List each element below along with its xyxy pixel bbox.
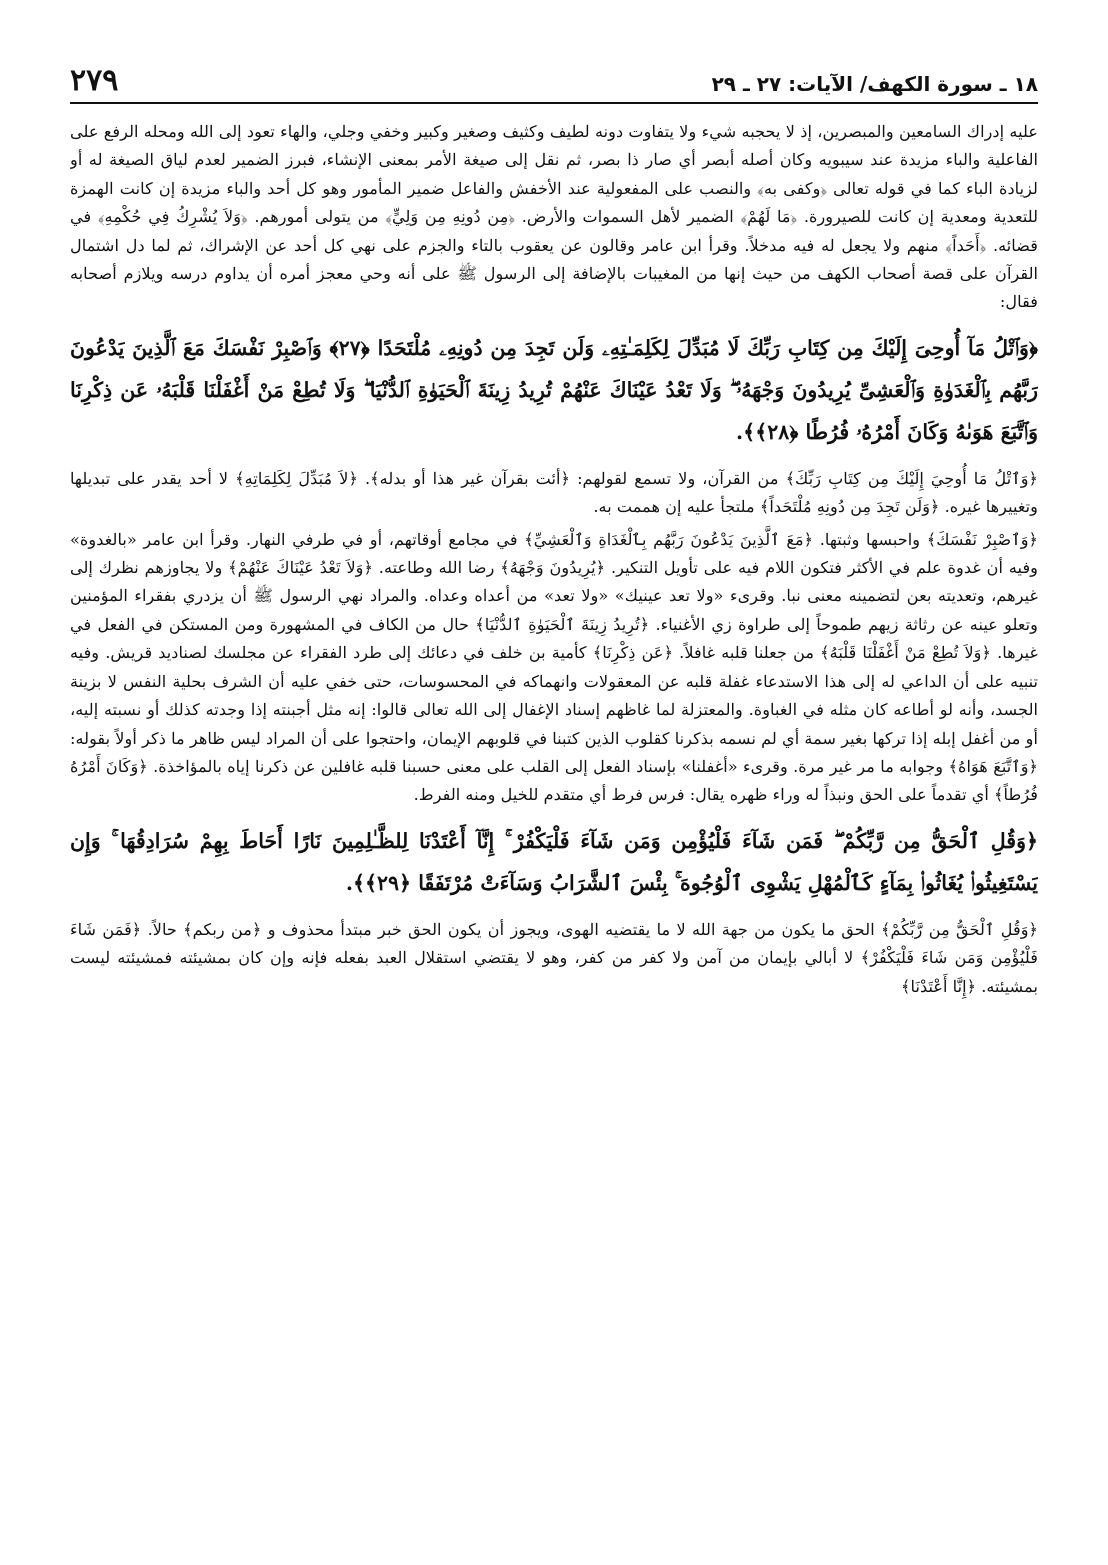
page-number: ٢٧٩ xyxy=(70,63,119,98)
page-body xyxy=(70,118,1038,1538)
running-title: ١٨ ـ سورة الكهف/ الآيات: ٢٧ ـ ٢٩ xyxy=(711,72,1038,96)
commentary-paragraph: ﴿وَٱصْبِرْ نَفْسَكَ﴾ واحبسها وثبتها. ﴿مَعَ ٱلَّذِينَ يَدْعُونَ رَبَّهُم بِٱلْغَدَاةِ وَٱلْعَشِيِّ﴾ في مجامع أوقاتهم، أو في طرفي النهار. وقرأ ابن عامر «بالغدوة» وفيه أن غدوة علم في الأكثر فتكون اللام فيه على تأويل التنكير. ﴿يُرِيدُونَ وَجْهَهُ﴾ رضا الله وطاعته. ﴿وَلاَ تَعْدُ عَيْنَاكَ عَنْهُمْ﴾ ولا يجاوزهم نظرك إلى غيرهم، وتعديته بعن لتضمينه معنى نبا. وقرىء «ولا تعد عينيك» «ولا تعد» من أعداه وعداه. والمراد نهي الرسول ﷺ أن يزدري بفقراء المؤمنين وتعلو عينه عن رثاثة زيهم طموحاً إلى طراوة زي الأغنياء. ﴿تُرِيدُ زِينَةَ ٱلْحَيَوٰةِ ٱلدُّنْيَا﴾ حال من الكاف في المشهورة ومن المستكن في الفعل في غيرها. ﴿وَلاَ تُطِعْ مَنْ أَغْفَلْنَا قَلْبَهُ﴾ من جعلنا قلبه غافلاً. ﴿عَن ذِكْرِنَا﴾ كأمية بن خلف في دعائك إلى طرد الفقراء عن مجلسك لصناديد قريش. وفيه تنبيه على أن الداعي له إلى هذا الاستدعاء غفلة قلبه عن المعقولات وانهماكه في المحسوسات، حتى خفي عليه أن الشرف بحلية النفس لا بزينة الجسد، وأنه لو أطاعه كان مثله في الغباوة. والمعتزلة لما غاظهم إسناد الإغفال إلى الله تعالى قالوا: إنه مثل أجبنته إذا وجدته كذلك أو نسبته إليه، أو من أغفل إبله إذا تركها بغير سمة أي لم نسمه بذكرنا كقلوب الذين كتبنا في قلوبهم الإيمان، واحتجوا على أن المراد ليس ظاهر ما ذكر أولاً بقوله: ﴿وَٱتَّبَعَ هَوَاهُ﴾ وجوابه ما مر غير مرة. وقرىء «أغفلنا» بإسناد الفعل إلى القلب على معنى حسبنا قلبه غافلين عن ذكرنا إياه بالمؤاخذة. ﴿وَكَانَ أَمْرُهُ فُرُطاً﴾ أي تقدماً على الحق ونبذاً له وراء ظهره يقال: فرس فرط أي متقدم للخيل ومنه الفرط. xyxy=(70,529,1038,805)
commentary-paragraph: ﴿وَٱتْلُ مَا أُوحِيَ إِلَيْكَ مِن كِتَابِ رَبِّكَ﴾ من القرآن، ولا تسمع لقولهم: ﴿أئت بقرآن غير هذا أو بدله﴾. ﴿لاَ مُبَدِّلَ لِكَلِمَاتِهِ﴾ لا أحد يقدر على تبديلها وتغييرها غيره. ﴿وَلَن تَجِدَ مِن دُونِهِ مُلْتَحَداً﴾ ملتجأ عليه إن هممت به. xyxy=(70,468,1038,517)
page-header xyxy=(70,58,1038,104)
quran-verse-block: ﴿وَقُلِ ٱلْحَقُّ مِن رَّبِّكُمْ ۖ فَمَن شَآءَ فَلْيُؤْمِن وَمَن شَآءَ فَلْيَكْفُرْ ۚ إِنَّآ أَعْتَدْنَا لِلظَّـٰلِمِينَ نَارًا أَحَاطَ بِهِمْ سُرَادِقُهَا ۚ وَإِن يَسْتَغِيثُوا۟ يُغَاثُوا۟ بِمَآءٍ كَٱلْمُهْلِ يَشْوِى ٱلْوُجُوهَ ۚ بِئْسَ ٱلشَّرَابُ وَسَآءَتْ مُرْتَفَقًا ﴿٢٩﴾﴾. xyxy=(70,828,1038,895)
commentary-paragraph: ﴿وَقُلِ ٱلْحَقُّ مِن رَّبِّكُمْ﴾ الحق ما يكون من جهة الله لا ما يقتضيه الهوى، ويجوز أن يكون الحق خبر مبتدأ محذوف و ﴿من ربكم﴾ حالاً. ﴿فَمَن شَاءَ فَلْيُؤْمِن وَمَن شَاءَ فَلْيَكْفُرْ﴾ لا أبالي بإيمان من آمن ولا كفر من كفر، وهو لا يقتضي استقلال العبد بفعله فإنه وإن كان بمشيئته فمشيئته ليست بمشيئته. ﴿إِنَّا أَعْتَدْنَا﴾ xyxy=(70,919,1038,996)
quran-verse-block: ﴿وَٱتْلُ مَآ أُوحِىَ إِلَيْكَ مِن كِتَابِ رَبِّكَ لَا مُبَدِّلَ لِكَلِمَـٰتِهِۦ وَلَن تَجِدَ مِن دُونِهِۦ مُلْتَحَدًا ﴿٢٧﴾ وَٱصْبِرْ نَفْسَكَ مَعَ ٱلَّذِينَ يَدْعُونَ رَبَّهُم بِٱلْغَدَوٰةِ وَٱلْعَشِىِّ يُرِيدُونَ وَجْهَهُۥ ۖ وَلَا تَعْدُ عَيْنَاكَ عَنْهُمْ تُرِيدُ زِينَةَ ٱلْحَيَوٰةِ ٱلدُّنْيَا ۖ وَلَا تُطِعْ مَنْ أَغْفَلْنَا قَلْبَهُۥ عَن ذِكْرِنَا وَٱتَّبَعَ هَوَىٰهُ وَكَانَ أَمْرُهُۥ فُرُطًا ﴿٢٨﴾﴾. xyxy=(70,335,1038,444)
commentary-paragraph: عليه إدراك السامعين والمبصرين، إذ لا يحجبه شيء ولا يتفاوت دونه لطيف وكثيف وصغير وكبير وخفي وجلي، والهاء تعود إلى الله ومحله الرفع على الفاعلية والباء مزيدة عند سيبويه وكان أصله أبصر أي صار ذا بصر، ثم نقل إلى صيغة الأمر بمعنى الإنشاء، فبرز الضمير لعدم لياق الصيغة له أو لزيادة الباء كما في قوله تعالى ﴿وكفى به﴾ والنصب على المفعولية عند الأخفش والفاعل ضمير المأمور وهو كل أحد والباء مزيدة إن كانت الهمزة للتعدية ومعدية إن كانت للصيرورة. ﴿مَا لَهُمْ﴾ الضمير لأهل السموات والأرض. ﴿مِن دُونِهِ مِن وَلِيٍّ﴾ من يتولى أمورهم. ﴿وَلاَ يُشْرِكُ فِي حُكْمِهِ﴾ في قضائه. ﴿أَحَداً﴾ منهم ولا يجعل له فيه مدخلاً. وقرأ ابن عامر وقالون عن يعقوب بالتاء والجزم على نهي كل أحد عن الإشراك، ثم لما دل اشتمال القرآن على قصة أصحاب الكهف من حيث إنها من المغيبات بالإضافة إلى الرسول ﷺ على أنه وحي معجز أمره أن يداوم درسه ويلازم أصحابه فقال: xyxy=(70,122,1038,312)
